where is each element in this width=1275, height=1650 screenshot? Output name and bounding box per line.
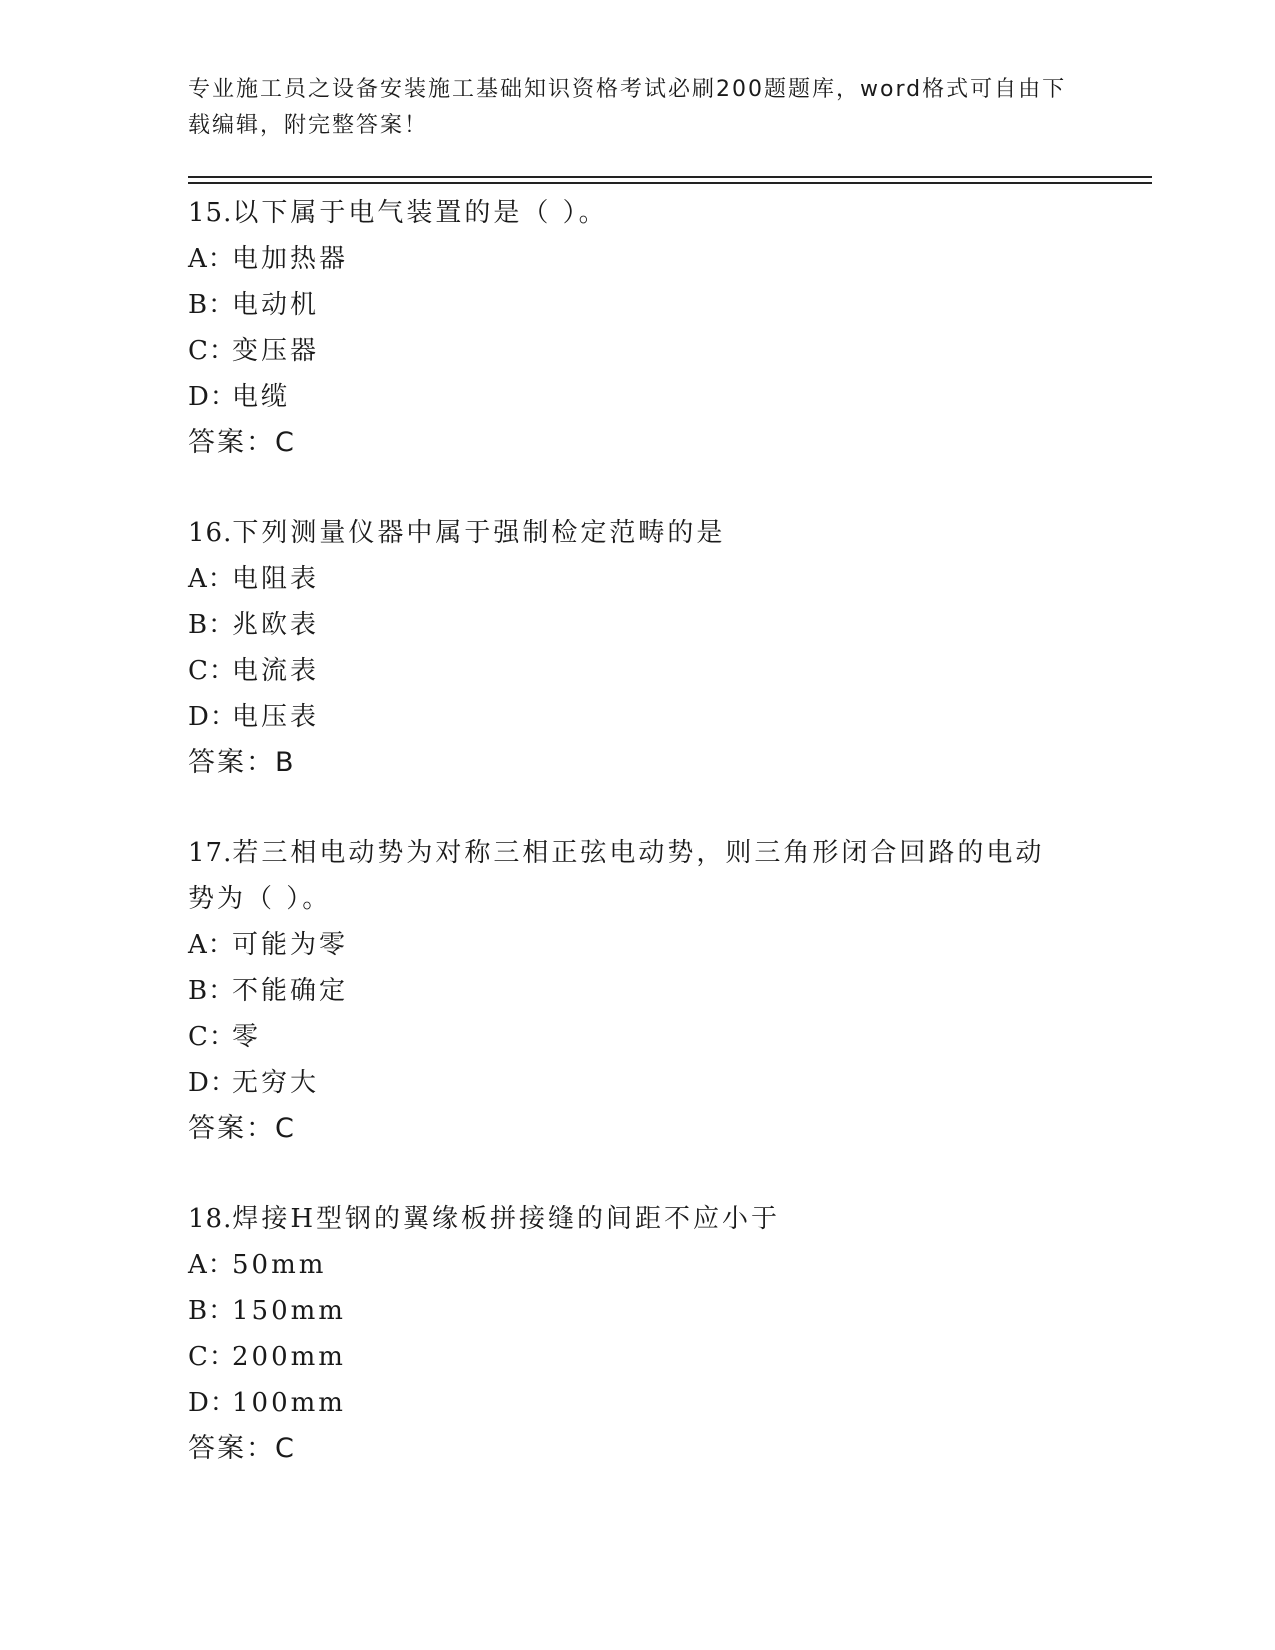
question-stem (188, 510, 1068, 556)
question-text: 若三相电动势为对称三相正弦电动势，则三角形闭合回路的电动势为（ ）。 (188, 838, 1045, 914)
option-b (188, 602, 1088, 648)
option-a (188, 556, 1088, 602)
option-a (188, 236, 1088, 282)
option-letter: B： (188, 976, 236, 1006)
option-text: 无穷大 (232, 1068, 320, 1098)
option-letter: A： (188, 244, 235, 274)
option-text: 零 (232, 1022, 262, 1052)
option-letter: D： (188, 382, 237, 412)
option-letter: C： (188, 1022, 236, 1052)
option-text: 不能确定 (232, 976, 349, 1006)
option-letter: B： (188, 290, 236, 320)
option-letter: C： (188, 336, 236, 366)
question-number: 15. (188, 198, 233, 228)
option-c (188, 328, 1088, 374)
option-letter: C： (188, 656, 236, 686)
option-text: 可能为零 (232, 930, 349, 960)
question-17 (188, 830, 1088, 1152)
question-text: 以下属于电气装置的是（ ）。 (232, 198, 608, 228)
answer: 答案：C (188, 1113, 296, 1144)
option-text: 100mm (232, 1388, 346, 1418)
header-divider-top (188, 176, 1152, 178)
question-18 (188, 1196, 1088, 1472)
header-divider-bottom (188, 182, 1152, 184)
question-stem (188, 1196, 1068, 1242)
option-letter: A： (188, 1250, 235, 1280)
question-list (188, 190, 1088, 1516)
option-d (188, 374, 1088, 420)
option-c (188, 1014, 1088, 1060)
option-b (188, 968, 1088, 1014)
option-text: 电流表 (232, 656, 320, 686)
option-letter: B： (188, 610, 236, 640)
option-letter: C： (188, 1342, 236, 1372)
option-b (188, 282, 1088, 328)
option-letter: D： (188, 1388, 237, 1418)
option-c (188, 648, 1088, 694)
option-d (188, 694, 1088, 740)
option-text: 电压表 (232, 702, 320, 732)
answer: 答案：B (188, 747, 296, 778)
question-15 (188, 190, 1088, 466)
option-c (188, 1334, 1088, 1380)
question-stem (188, 830, 1068, 922)
option-a (188, 922, 1088, 968)
question-stem (188, 190, 1068, 236)
option-text: 电加热器 (232, 244, 349, 274)
option-text: 200mm (232, 1342, 346, 1372)
option-d (188, 1060, 1088, 1106)
option-letter: A： (188, 930, 235, 960)
option-text: 50mm (232, 1250, 327, 1280)
question-number: 18. (188, 1204, 233, 1234)
question-text: 下列测量仪器中属于强制检定范畴的是 (232, 518, 726, 548)
option-letter: D： (188, 1068, 237, 1098)
option-text: 150mm (232, 1296, 346, 1326)
option-letter: B： (188, 1296, 236, 1326)
option-text: 电缆 (232, 382, 291, 412)
question-text: 焊接H型钢的翼缘板拼接缝的间距不应小于 (232, 1204, 781, 1234)
option-letter: A： (188, 564, 235, 594)
question-number: 16. (188, 518, 233, 548)
document-header: 专业施工员之设备安装施工基础知识资格考试必刷200题题库，word格式可自由下载编辑，附完整答案！ (188, 77, 1067, 138)
answer: 答案：C (188, 1433, 296, 1464)
question-16 (188, 510, 1088, 786)
option-text: 变压器 (232, 336, 320, 366)
option-d (188, 1380, 1088, 1426)
option-letter: D： (188, 702, 237, 732)
option-text: 电动机 (232, 290, 320, 320)
option-b (188, 1288, 1088, 1334)
option-text: 电阻表 (232, 564, 320, 594)
answer: 答案：C (188, 427, 296, 458)
option-a (188, 1242, 1088, 1288)
option-text: 兆欧表 (232, 610, 320, 640)
question-number: 17. (188, 838, 233, 868)
